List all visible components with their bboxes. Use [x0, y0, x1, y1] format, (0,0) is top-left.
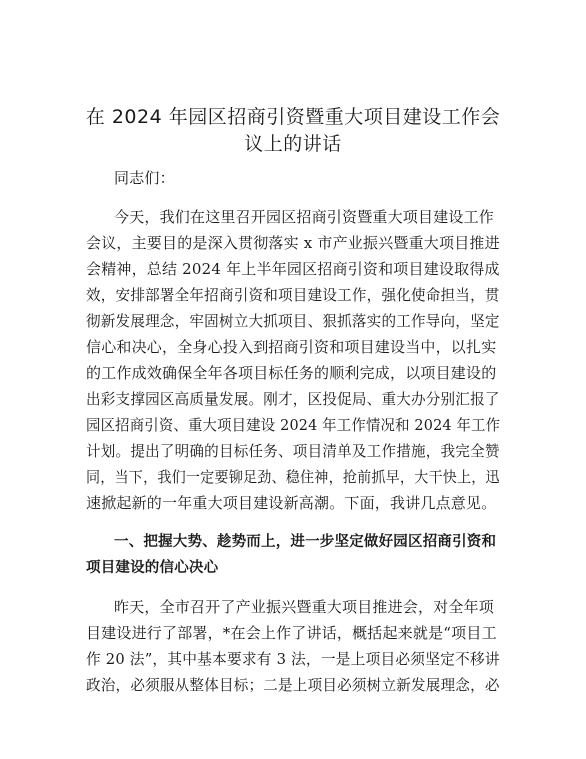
paragraph-2-line: 目建设进行了部署，*在会上作了讲话，概括起来就是“项目工	[86, 624, 497, 642]
paragraph-1-line: 信心和决心，全身心投入到招商引资和项目建设当中，以扎实	[86, 338, 497, 356]
paragraph-1-line: 的工作成效确保全年各项目标任务的顺利完成，以项目建设的	[86, 364, 497, 382]
document-title-line-1: 在 2024 年园区招商引资暨重大项目建设工作会	[85, 106, 501, 128]
document-title-line-2: 议上的讲话	[244, 133, 342, 155]
paragraph-1-line: 出彩支撑园区高质量发展。刚才，区投促局、重大办分别汇报了	[86, 390, 500, 408]
paragraph-1-line: 同，当下，我们一定要铆足劲、稳住神，抢前抓早，大干快上，迅	[86, 468, 500, 486]
section-heading-line: 项目建设的信心决心	[86, 560, 219, 576]
paragraph-1-line: 彻新发展理念，牢固树立大抓项目、狠抓落实的工作导向，坚定	[86, 312, 500, 330]
paragraph-2-line: 昨天，全市召开了产业振兴暨重大项目推进会，对全年项	[114, 598, 495, 616]
paragraph-1-line: 会议，主要目的是深入贯彻落实 x 市产业振兴暨重大项目推进	[86, 234, 500, 252]
paragraph-1-line: 园区招商引资、重大项目建设 2024 年工作情况和 2024 年工作	[86, 416, 501, 434]
section-heading-line: 一、把握大势、趁势而上，进一步坚定做好园区招商引资和	[114, 534, 497, 550]
paragraph-1-line: 会精神，总结 2024 年上半年园区招商引资和项目建设取得成	[86, 260, 500, 278]
paragraph-1-line: 计划。提出了明确的目标任务、项目清单及工作措施，我完全赞	[86, 442, 500, 460]
salutation: 同志们：	[114, 169, 175, 187]
paragraph-1-line: 今天，我们在这里召开园区招商引资暨重大项目建设工作	[114, 208, 495, 226]
paragraph-1-line: 速掀起新的一年重大项目建设新高潮。下面，我讲几点意见。	[86, 494, 497, 512]
paragraph-1-line: 效，安排部署全年招商引资和项目建设工作，强化使命担当，贯	[86, 286, 500, 304]
paragraph-2-line: 政治，必须服从整体目标；二是上项目必须树立新发展理念，必	[86, 676, 500, 694]
paragraph-2-line: 作 20 法”，其中基本要求有 3 法，一是上项目必须坚定不移讲	[86, 650, 500, 668]
